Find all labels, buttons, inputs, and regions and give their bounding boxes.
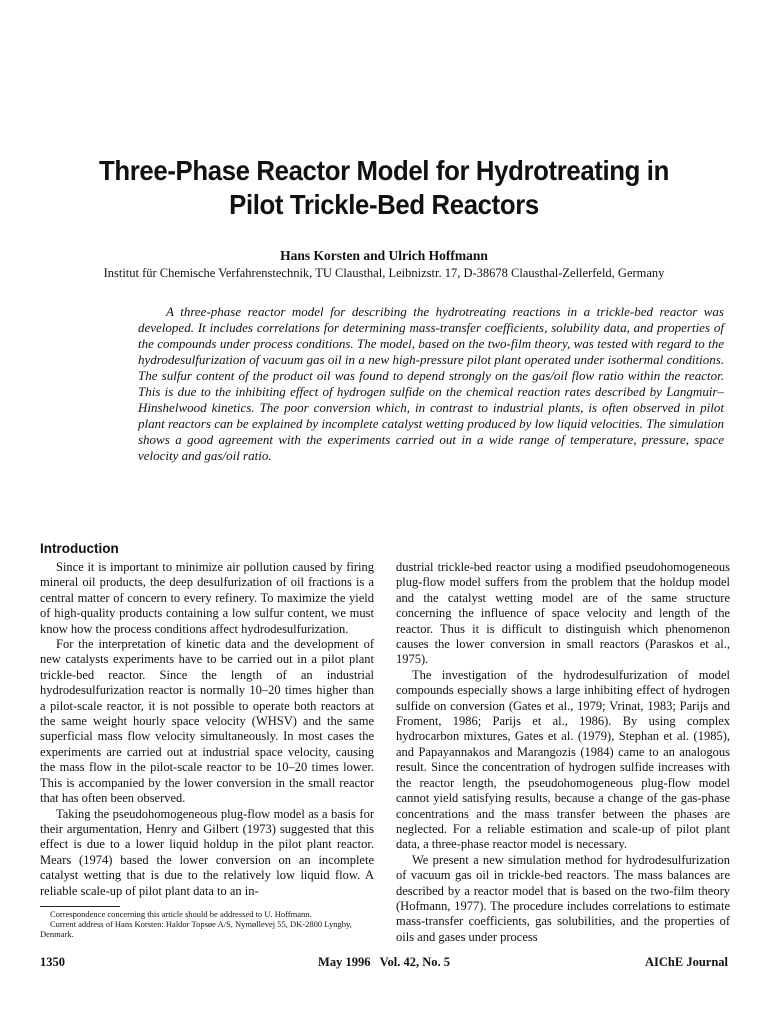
paragraph: For the interpretation of kinetic data and the development of new catalysts experiments have to be carried out in a pilot plant trickle-bed reactor. Since the length of an industrial hydrodesulfurization reactor is normally 10–20 times higher than a pilot-scale reactor, it is not possible to operate both reactors at the same weight hourly space velocity (WHSV) and the same superficial mass flow velocity simultaneously. In most cases the experiments are carried out at industrial space velocity, causing the mass flow in the pilot-scale reactor to be 10–20 times lower. This is accompanied by the lower conversion in the small reactor that has often been observed. [40,637,374,806]
paragraph: The investigation of the hydrodesulfurization of model compounds especially shows a large inhibiting effect of hydrogen sulfide on conversion (Gates et al., 1979; Vrinat, 1983; Parijs and Froment, 1986; Parijs et al., 1986). By using complex hydrocarbon mixtures, Gates et al. (1979), Stephan et al. (1985), and Papayannakos and Marangozis (1984) came to an analogous result. Since the concentration of hydrogen sulfide increases with the reactor length, the pseudohomogeneous plug-flow model cannot yield satisfying results, because a change of the gas-phase concentrations and the mass transfer between the phases are neglected. For a reliable estimation and scale-up of pilot plant data, a three-phase reactor model is necessary. [396,667,730,852]
title-line-1: Three-Phase Reactor Model for Hydrotreating in [99,155,669,186]
paragraph: We present a new simulation method for hydrodesulfurization of vacuum gas oil in trickle-bed reactors. The mass balances are described by a reactor model that is based on the two-film theory (Hofmann, 1977). The procedure includes correlations to estimate mass-transfer coefficients, gas solubilities, and the properties of oils and gases under process [396,852,730,944]
paragraph: Taking the pseudohomogeneous plug-flow model as a basis for their argumentation, Henry and Gilbert (1973) suggested that this effect is due to a lower liquid holdup in the pilot plant reactor. Mears (1974) based the lower conversion on an incomplete catalyst wetting that is due to the relatively low liquid flow. A reliable scale-up of pilot plant data to an in- [40,806,374,898]
author-affiliation: Institut für Chemische Verfahrenstechnik, TU Clausthal, Leibnizstr. 17, D-38678 Clausthal-Zellerfeld, Germany [103,266,665,280]
author-names: Hans Korsten and Ulrich Hoffmann [280,248,488,263]
article-title [68,154,701,222]
title-line-2: Pilot Trickle-Bed Reactors [229,189,539,220]
abstract: A three-phase reactor model for describing the hydrotreating reactions in a trickle-bed reactor was developed. It includes correlations for determining mass-transfer coefficients, solubility data, and properties of the compounds under process conditions. The model, based on the two-film theory, was tested with regard to the hydrodesulfurization of vacuum gas oil in a new high-pressure pilot plant operated under isothermal conditions. The sulfur content of the product oil was found to depend strongly on the gas/oil flow ratio within the reactor. This is due to the inhibiting effect of hydrogen sulfide on the chemical reaction rates described by Langmuir–Hinshelwood kinetics. The poor conversion which, in contrast to industrial plants, is often observed in pilot plant reactors can be explained by incomplete catalyst wetting produced by low liquid velocities. The simulation shows a good agreement with the experiments carried out in a wide range of temperature, pressure, space velocity and gas/oil ratio. [138,304,724,463]
journal-name: AIChE Journal [644,955,728,969]
paragraph: Since it is important to minimize air pollution caused by firing mineral oil products, the deep desulfurization of oil fractions is a central matter of concern to every refinery. To maximize the yield of high-quality products containing a low sulfur content, we must know how the process conditions affect hydrodesulfurization. [40,560,374,636]
left-column [40,560,374,899]
page-number: 1350 [40,955,65,969]
footnote-address: Current address of Hans Korsten: Haldor Topsøe A/S, Nymøllevej 55, DK-2800 Lyngby, Denmark. [40,919,352,939]
issue-info: May 1996 Vol. 42, No. 5 [318,955,450,969]
footnote [40,909,374,939]
right-column [396,560,730,945]
footnote-divider [40,906,120,907]
section-heading-introduction: Introduction [40,541,119,556]
paragraph-continuation: dustrial trickle-bed reactor using a modified pseudohomogeneous plug-flow model suffers from the problem that the holdup model and the catalyst wetting model are of the same structure concerning the influence of space velocity and length of the reactor. Thus it is difficult to distinguish which phenomenon causes the lower conversion in small reactors (Paraskos et al., 1975). [396,560,730,667]
footnote-correspondence: Correspondence concerning this article should be addressed to U. Hoffmann. [50,909,312,919]
